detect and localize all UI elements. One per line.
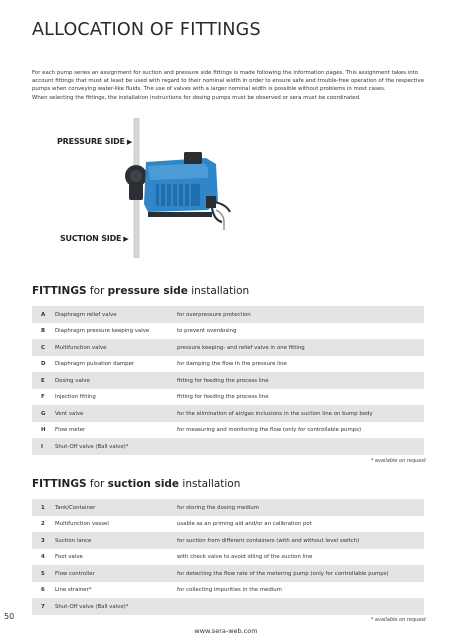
row-desc: for measuring and monitoring the flow (only for controllable pumps) bbox=[177, 427, 362, 433]
table-row bbox=[32, 516, 424, 533]
table-row bbox=[32, 549, 424, 566]
row-code: 2 bbox=[41, 521, 45, 527]
row-code: C bbox=[41, 344, 45, 351]
row-code: 5 bbox=[41, 570, 45, 577]
row-name: Shut-Off valve (Ball valve)* bbox=[55, 603, 129, 610]
website-link[interactable]: www.sera-web.com bbox=[194, 627, 258, 635]
table-row bbox=[32, 339, 424, 356]
row-code: 1 bbox=[41, 504, 45, 511]
intro-paragraph: For each pump series an assignment for suction and pressure side fittings is made following the information pages. This assignment takes into account fittings that must at least be used with regard to their nominal width in order to ensure safe and trouble-free operation of the respective pumps when conveying water-like fluids. The use of valves with a larger nominal width is possible without problems in most cases. bbox=[32, 70, 424, 93]
row-desc: fitting for feeding the process line bbox=[177, 377, 269, 384]
row-name: Diaphragm relief valve bbox=[55, 311, 117, 318]
row-name: Suction lance bbox=[55, 537, 92, 544]
table-row bbox=[32, 422, 424, 439]
row-code: 4 bbox=[41, 554, 45, 560]
title-mid: for bbox=[89, 285, 105, 297]
table-row bbox=[32, 565, 424, 582]
title-bold: pressure side bbox=[107, 285, 188, 297]
row-name: Line strainer* bbox=[55, 587, 92, 593]
row-desc: for storing the dosing medium bbox=[177, 504, 259, 511]
row-code: 7 bbox=[41, 603, 45, 610]
row-code: H bbox=[41, 427, 46, 433]
row-name: Flow controller bbox=[55, 570, 95, 577]
table-row bbox=[32, 499, 424, 516]
table-row bbox=[32, 372, 424, 389]
row-desc: usable as an priming aid and/or an calibration pot bbox=[177, 521, 312, 527]
row-name: Multifunction vessel bbox=[55, 521, 109, 527]
intro-paragraph: When selecting the fittings, the installation instructions for dosing pumps must be observed or sera must be coordinated. bbox=[32, 94, 361, 101]
row-desc: for damping the flow in the pressure line bbox=[177, 361, 287, 367]
row-code: E bbox=[41, 377, 45, 384]
suction-section-title bbox=[32, 478, 240, 490]
row-desc: with check valve to avoid idling of the suction line bbox=[177, 554, 313, 560]
arrow-right-icon: ▶ bbox=[126, 138, 132, 146]
suction-side-label bbox=[60, 234, 128, 243]
row-code: 6 bbox=[41, 587, 45, 593]
pressure-footnote: * available on request bbox=[370, 458, 426, 464]
row-desc: for detecting the flow rate of the metering pump (only for controllable pumps) bbox=[177, 570, 389, 577]
row-code: B bbox=[41, 328, 46, 334]
title-suffix: installation bbox=[182, 478, 241, 490]
table-row bbox=[32, 532, 424, 549]
row-desc: to prevent overdosing bbox=[177, 328, 237, 334]
table-row bbox=[32, 582, 424, 599]
title-bold: suction side bbox=[107, 478, 180, 490]
row-code: D bbox=[41, 361, 46, 367]
table-row bbox=[32, 356, 424, 373]
title-mid: for bbox=[89, 478, 105, 490]
table-row bbox=[32, 306, 424, 323]
suction-side-text: SUCTION SIDE bbox=[60, 234, 122, 243]
row-name: Multifunction valve bbox=[55, 344, 107, 351]
pressure-section-title bbox=[32, 285, 249, 297]
row-name: Vent valve bbox=[55, 410, 84, 417]
row-name: Injection fitting bbox=[55, 394, 96, 400]
row-desc: for collecting impurities in the medium bbox=[177, 587, 282, 593]
row-desc: pressure keeping- and relief valve in one fitting bbox=[177, 344, 305, 351]
table-row bbox=[32, 405, 424, 422]
row-desc: for suction from different containers (with and without level switch) bbox=[177, 537, 360, 544]
row-name: Dosing valve bbox=[55, 377, 90, 384]
intro-text bbox=[32, 69, 424, 102]
page-number: 50 bbox=[4, 612, 15, 621]
row-code: F bbox=[41, 394, 45, 400]
row-desc: for the elimination of air/gas inclusions in the suction line on bump body bbox=[177, 410, 373, 417]
table-row bbox=[32, 598, 424, 615]
pressure-side-label bbox=[57, 137, 132, 146]
pressure-side-text: PRESSURE SIDE bbox=[57, 137, 125, 146]
row-code: 3 bbox=[41, 537, 45, 544]
row-code: G bbox=[41, 410, 46, 417]
table-row bbox=[32, 438, 424, 455]
page-title: ALLOCATION OF FITTINGS bbox=[32, 19, 261, 40]
row-name: Flow meter bbox=[55, 427, 86, 433]
row-name: Diaphragm pulsation damper bbox=[55, 361, 135, 367]
row-desc: fitting for feeding the process line bbox=[177, 394, 269, 400]
suction-fittings-table bbox=[32, 499, 424, 615]
row-desc: for overpressure protection bbox=[177, 311, 251, 318]
row-name: Diaphragm pressure keeping valve bbox=[55, 328, 150, 334]
row-name: Shut-Off valve (Ball valve)* bbox=[55, 443, 129, 450]
title-prefix: FITTINGS bbox=[32, 478, 87, 490]
row-code: I bbox=[41, 443, 44, 450]
table-row bbox=[32, 389, 424, 406]
row-name: Tank/Container bbox=[55, 504, 96, 511]
title-suffix: installation bbox=[191, 285, 250, 297]
pressure-fittings-table bbox=[32, 306, 424, 455]
table-row bbox=[32, 323, 424, 340]
row-code: A bbox=[41, 311, 46, 318]
suction-footnote: * available on request bbox=[370, 617, 426, 623]
arrow-right-icon: ▶ bbox=[123, 235, 129, 243]
row-name: Foot valve bbox=[55, 554, 83, 560]
title-prefix: FITTINGS bbox=[32, 285, 87, 297]
